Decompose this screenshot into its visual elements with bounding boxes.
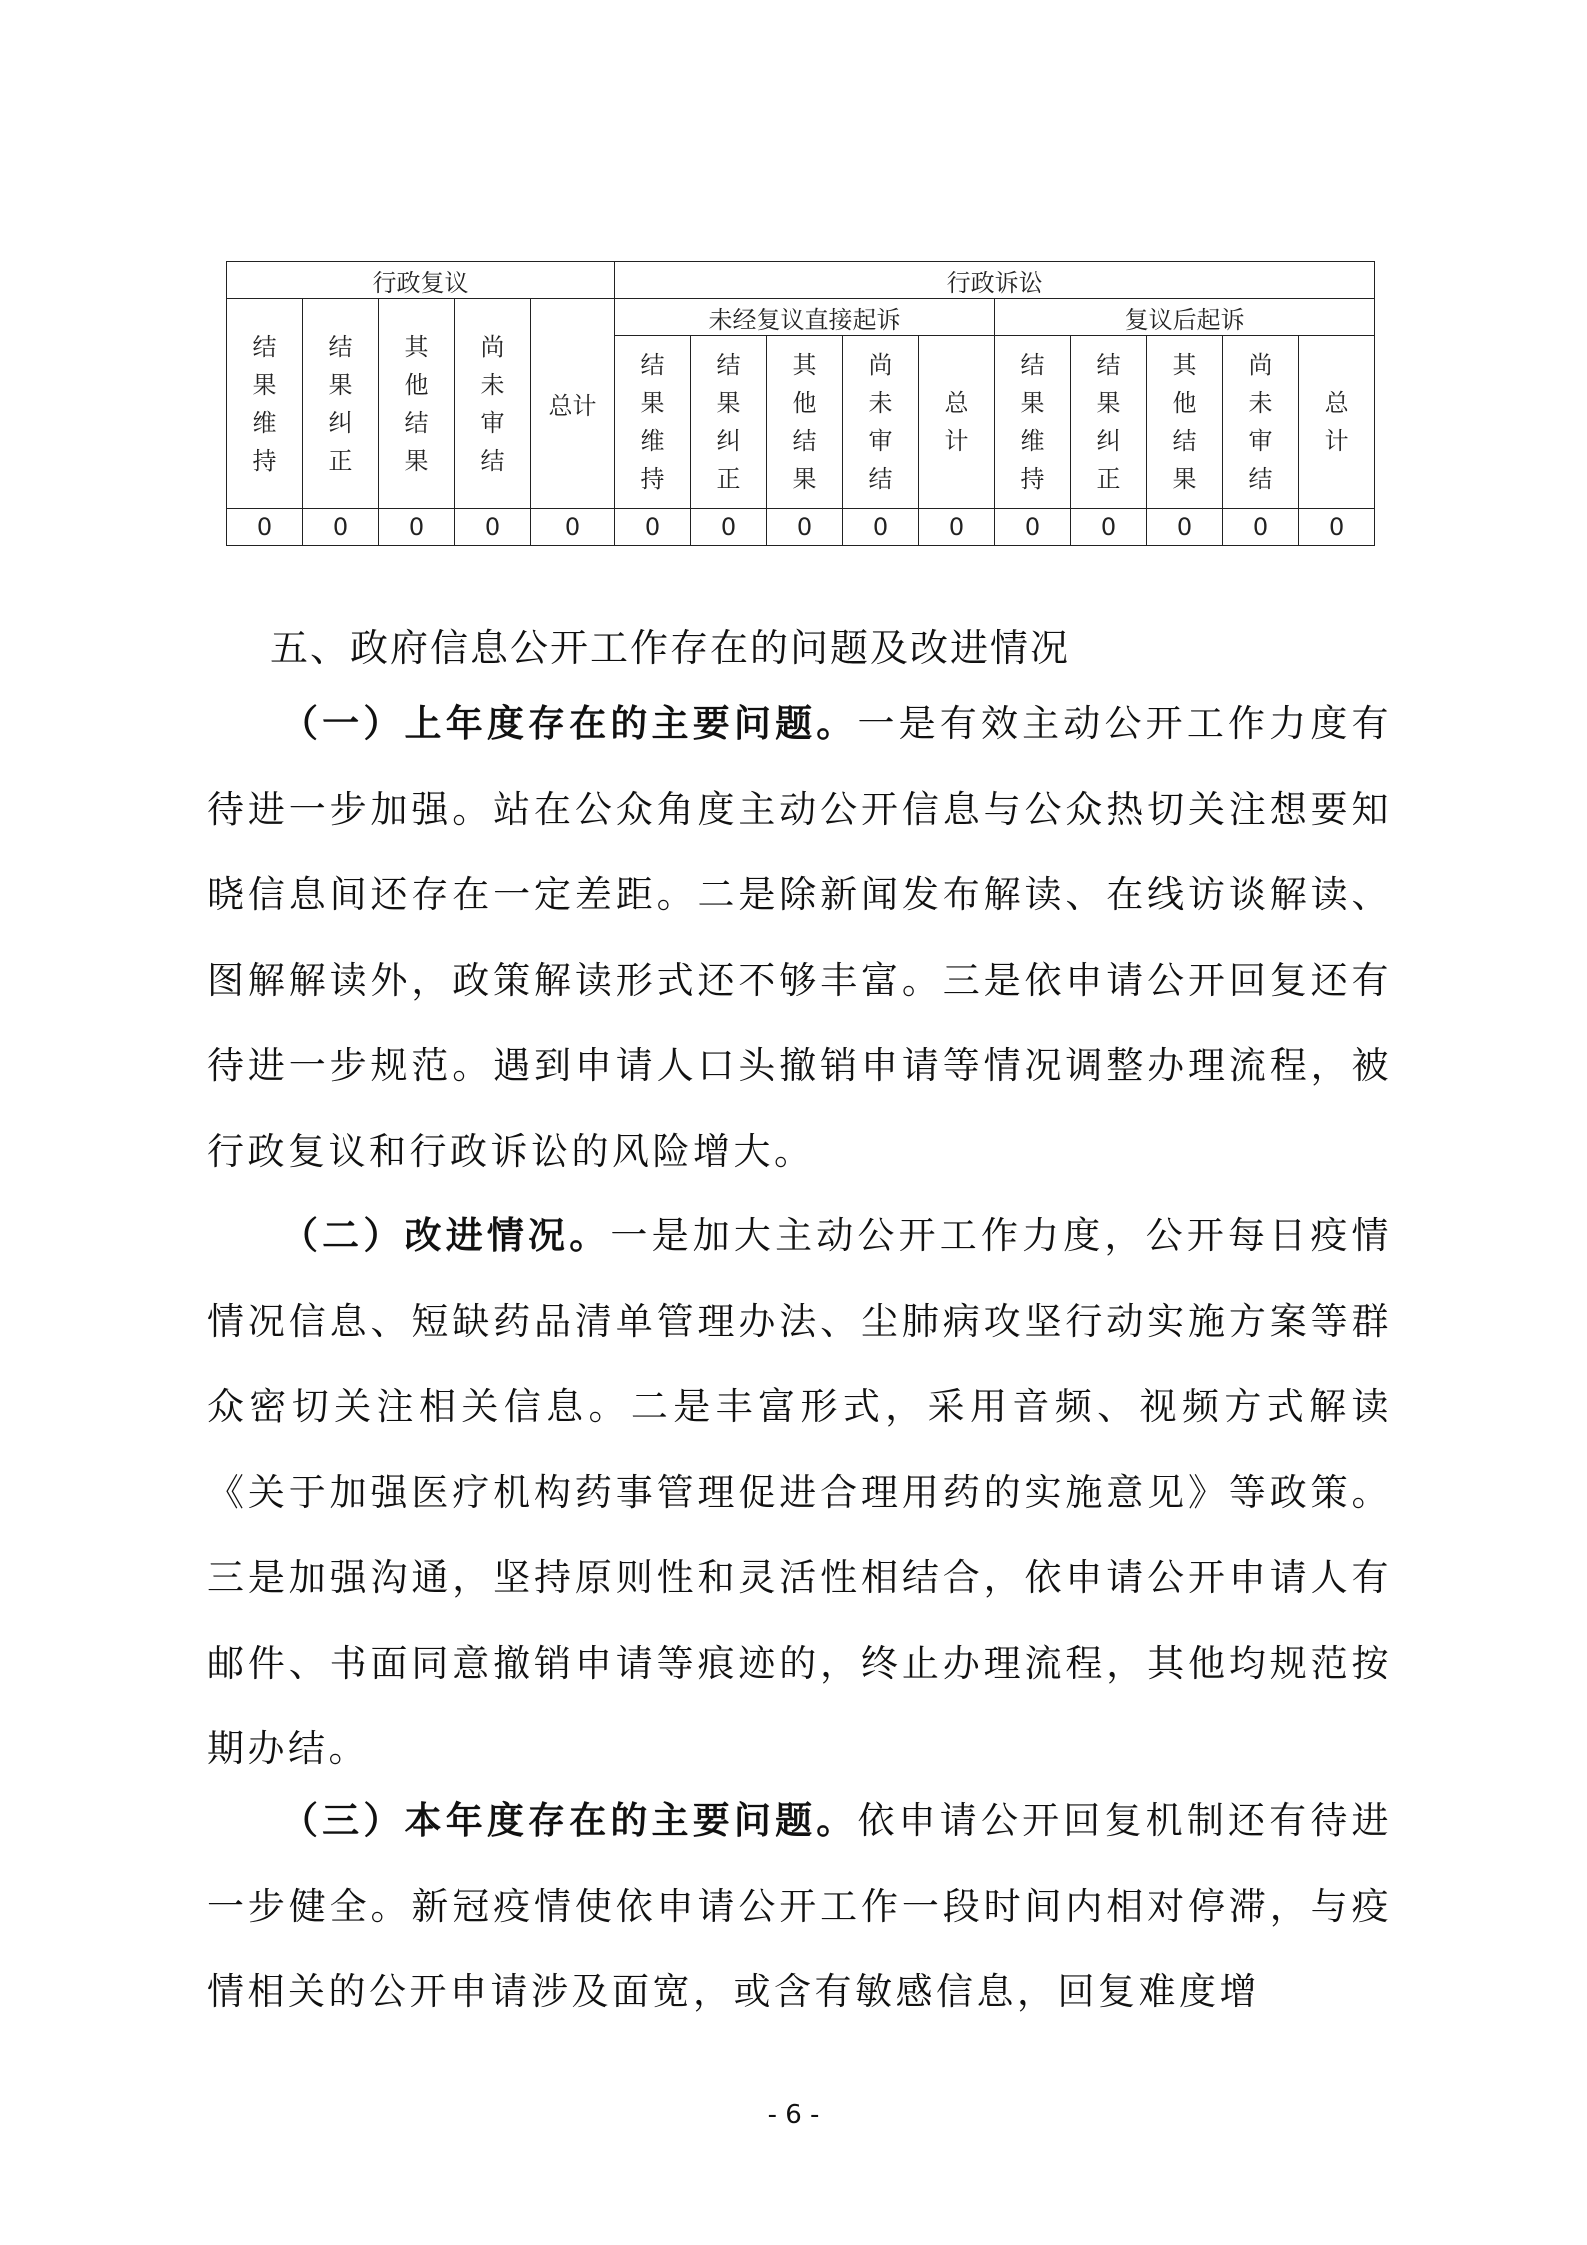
col-after-corrected: 结 果 纠 正 [1071, 336, 1147, 509]
col-review-pending: 尚 未 审 结 [455, 299, 531, 509]
paragraph-previous-year-problems [207, 681, 1392, 1194]
col-after-total: 总 计 [1299, 336, 1375, 509]
col-direct-other: 其 他 结 果 [767, 336, 843, 509]
value-cell: 0 [1223, 509, 1299, 546]
value-cell: 0 [691, 509, 767, 546]
value-cell: 0 [919, 509, 995, 546]
values-row [227, 509, 1375, 546]
value-cell: 0 [227, 509, 303, 546]
col-after-pending: 尚 未 审 结 [1223, 336, 1299, 509]
value-cell: 0 [455, 509, 531, 546]
paragraph-body: 一是有效主动公开工作力度有待进一步加强。站在公众角度主动公开信息与公众热切关注想要知晓信息间还存在一定差距。二是除新闻发布解读、在线访谈解读、图解解读外，政策解读形式还不够丰富。三是依申请公开回复还有待进一步规范。遇到申请人口头撤销申请等情况调整办理流程，被行政复议和行政诉讼的风险增大。 [207, 702, 1393, 1173]
value-cell: 0 [843, 509, 919, 546]
col-review-other: 其 他 结 果 [379, 299, 455, 509]
value-cell: 0 [615, 509, 691, 546]
paragraph-lead: （三）本年度存在的主要问题。 [281, 1798, 858, 1842]
paragraph-current-year-problems [207, 1778, 1392, 2035]
paragraph-body: 依申请公开回复机制还有待进一步健全。新冠疫情使依申请公开工作一段时间内相对停滞，与疫情相关的公开申请涉及面宽，或含有敏感信息，回复难度增 [207, 1799, 1393, 2013]
paragraph-lead: （一）上年度存在的主要问题。 [281, 701, 858, 745]
header-suit-after-review: 复议后起诉 [995, 299, 1375, 336]
col-direct-corrected: 结 果 纠 正 [691, 336, 767, 509]
col-review-total: 总计 [531, 299, 615, 509]
statistics-table [226, 261, 1375, 546]
col-direct-upheld: 结 果 维 持 [615, 336, 691, 509]
col-direct-total: 总 计 [919, 336, 995, 509]
value-cell: 0 [767, 509, 843, 546]
header-admin-litigation: 行政诉讼 [615, 262, 1375, 299]
value-cell: 0 [1147, 509, 1223, 546]
col-direct-pending: 尚 未 审 结 [843, 336, 919, 509]
section-heading: 五、政府信息公开工作存在的问题及改进情况 [270, 626, 1071, 670]
paragraph-body: 一是加大主动公开工作力度，公开每日疫情情况信息、短缺药品清单管理办法、尘肺病攻坚行动实施方案等群众密切关注相关信息。二是丰富形式，采用音频、视频方式解读《关于加强医疗机构药事管理促进合理用药的实施意见》等政策。三是加强沟通，坚持原则性和灵活性相结合，依申请公开申请人有邮件、书面同意撤销申请等痕迹的，终止办理流程，其他均规范按期办结。 [207, 1214, 1393, 1770]
col-after-other: 其 他 结 果 [1147, 336, 1223, 509]
paragraph-improvements [207, 1193, 1392, 1792]
value-cell: 0 [995, 509, 1071, 546]
paragraph-lead: （二）改进情况。 [281, 1213, 611, 1257]
value-cell: 0 [1299, 509, 1375, 546]
page-number: - 6 - [767, 2100, 820, 2130]
value-cell: 0 [1071, 509, 1147, 546]
col-after-upheld: 结 果 维 持 [995, 336, 1071, 509]
value-cell: 0 [303, 509, 379, 546]
value-cell: 0 [379, 509, 455, 546]
header-direct-suit: 未经复议直接起诉 [615, 299, 995, 336]
value-cell: 0 [531, 509, 615, 546]
header-admin-review: 行政复议 [227, 262, 615, 299]
col-review-upheld: 结 果 维 持 [227, 299, 303, 509]
col-review-corrected: 结 果 纠 正 [303, 299, 379, 509]
